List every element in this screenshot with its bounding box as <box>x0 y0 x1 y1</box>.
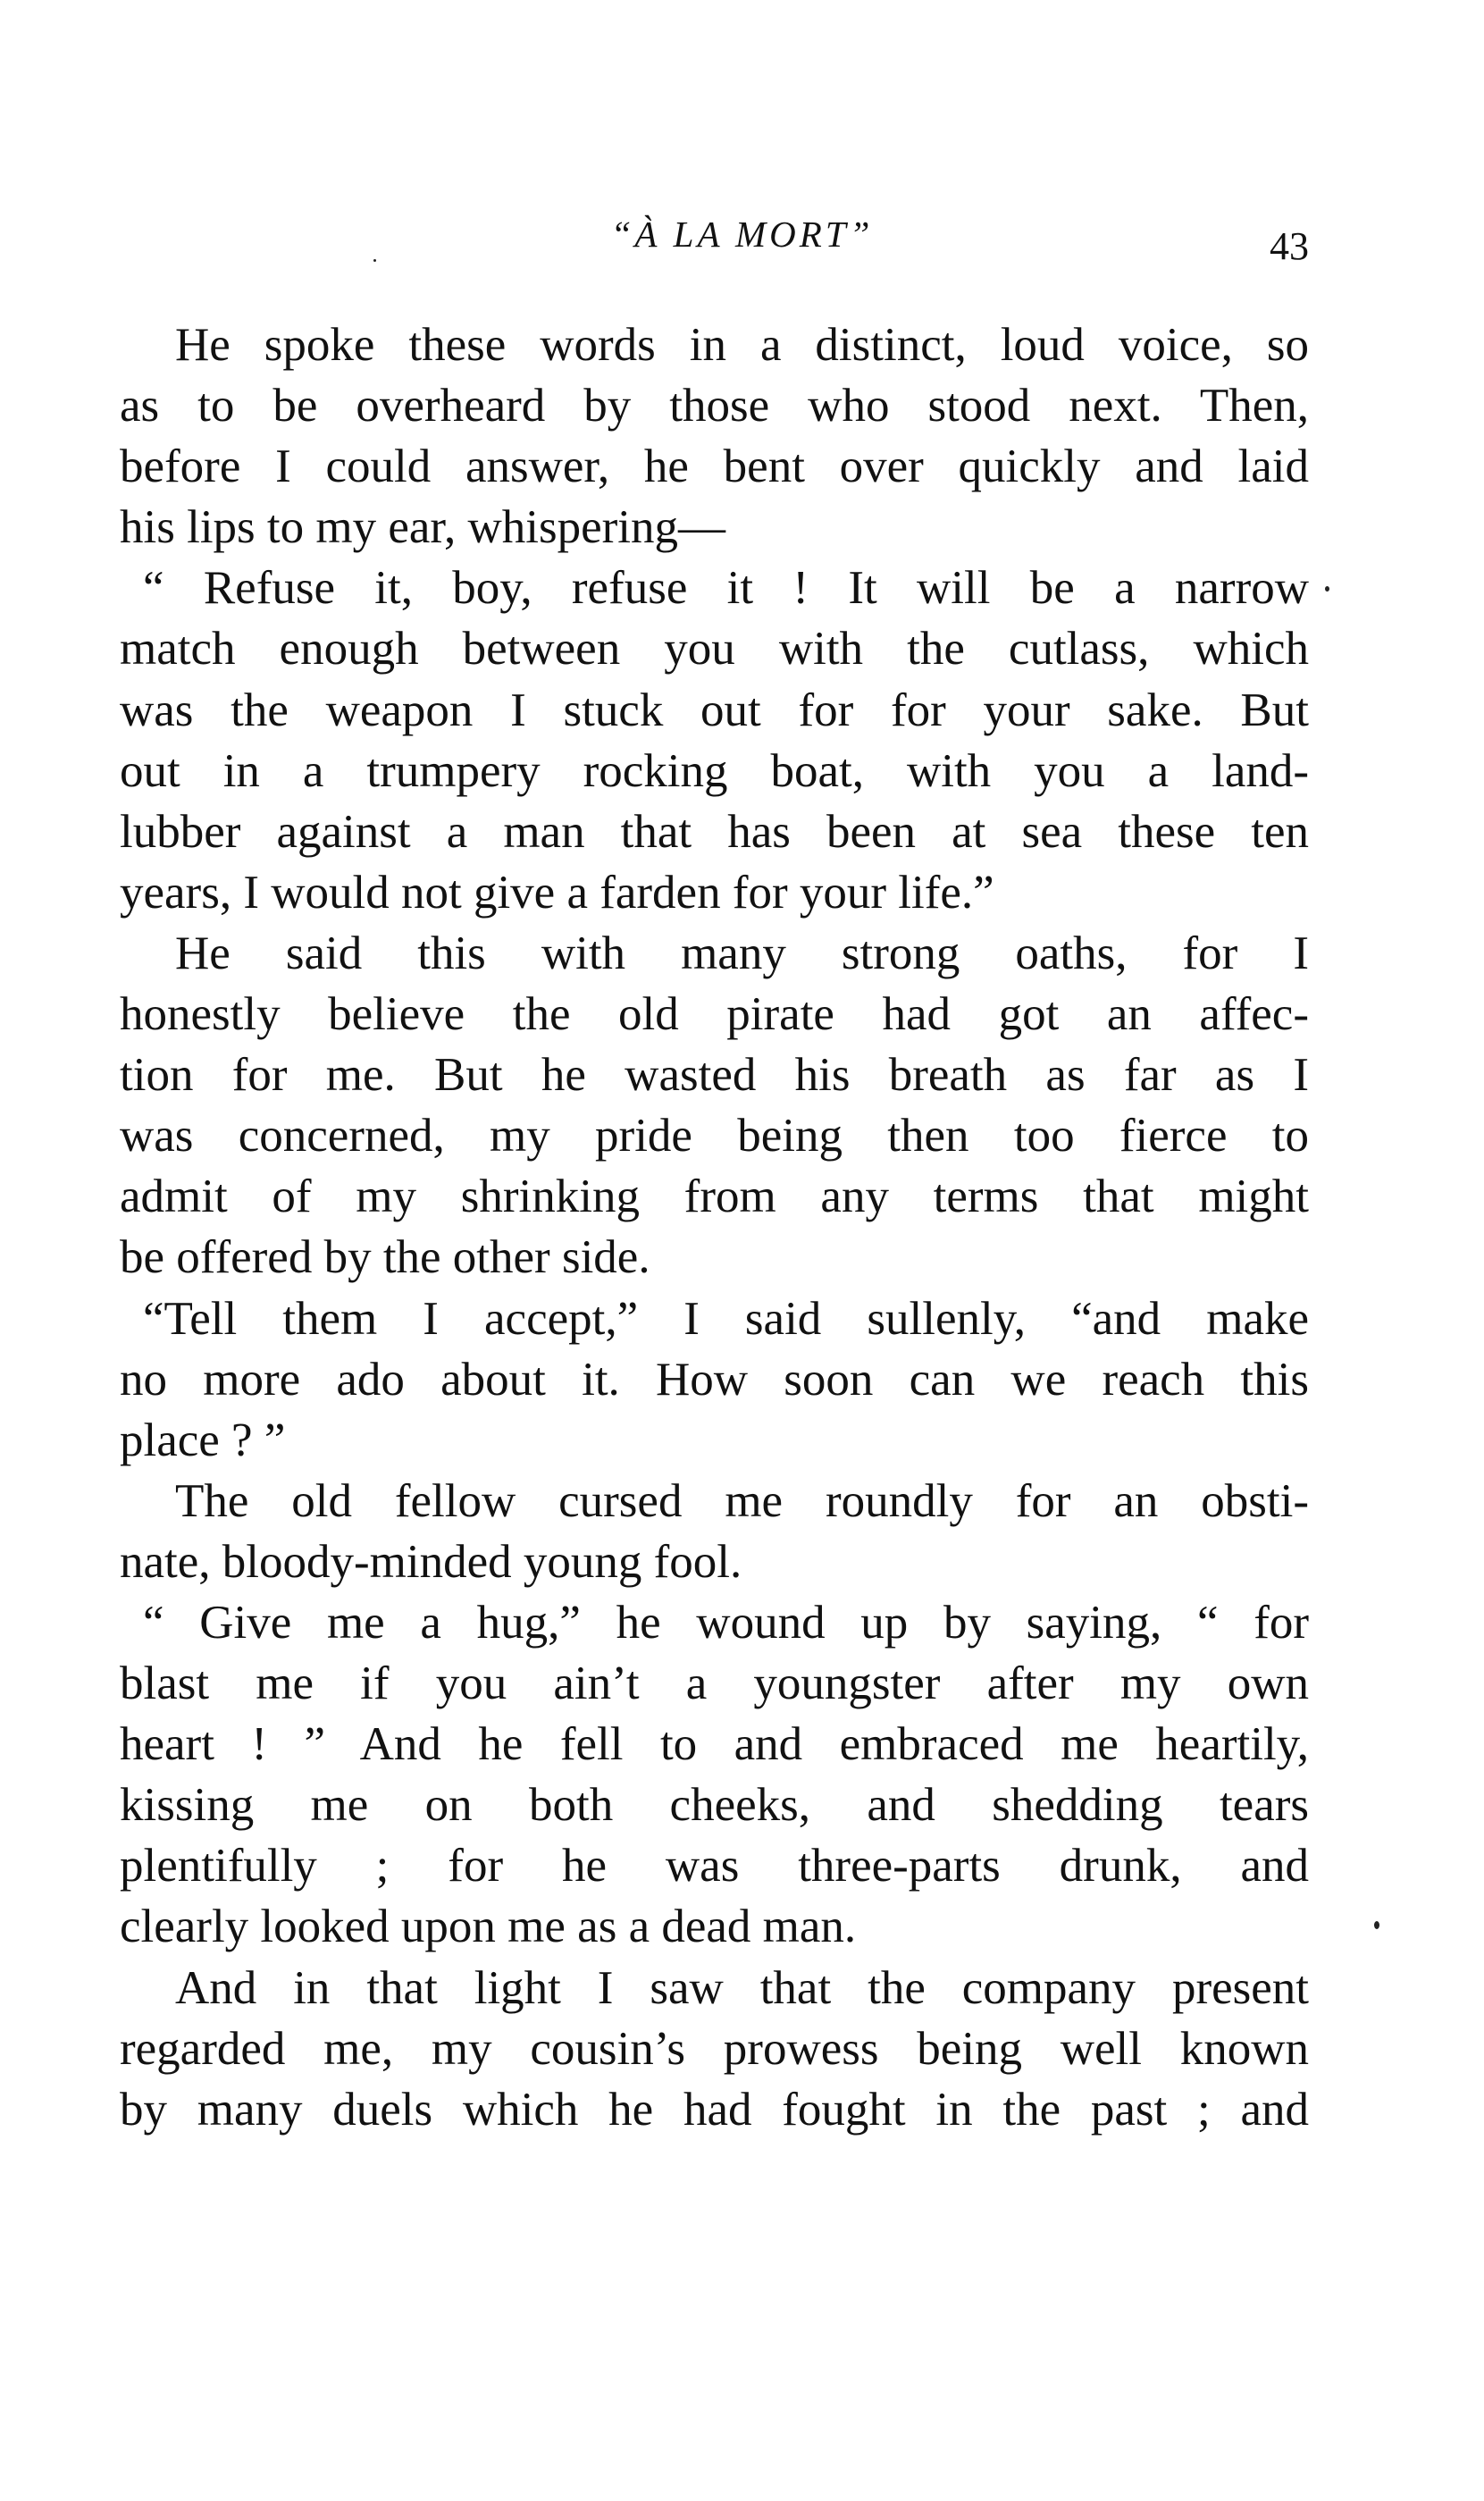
text-line: years, I would not give a farden for your life.” <box>120 866 994 919</box>
text-line: “ Give me a hug,” he wound up by saying, “ for <box>143 1596 1309 1649</box>
text-line: heart ! ” And he fell to and embraced me heartily, <box>120 1718 1309 1771</box>
text-line: regarded me, my cousin’s prowess being well known <box>120 2022 1309 2075</box>
text-line: He said this with many strong oaths, for I <box>175 927 1309 979</box>
body-text <box>120 315 1309 2140</box>
text-line: clearly looked upon me as a dead man. <box>120 1901 857 1953</box>
page-number: 43 <box>1270 224 1309 268</box>
text-line: “Tell them I accept,” I said sullenly, “and make <box>143 1292 1309 1345</box>
text-line: was concerned, my pride being then too fierce to <box>120 1110 1309 1162</box>
text-line: place ? ” <box>120 1414 286 1466</box>
text-line: The old fellow cursed me roundly for an obsti- <box>175 1474 1309 1527</box>
text-line: kissing me on both cheeks, and shedding tears <box>120 1779 1309 1832</box>
text-line: He spoke these words in a distinct, loud voice, so <box>175 319 1309 371</box>
text-line: plentifully ; for he was three-parts drunk, and <box>120 1840 1309 1893</box>
running-head <box>0 207 1484 268</box>
text-line: match enough between you with the cutlass, which <box>120 623 1309 676</box>
text-line: before I could answer, he bent over quickly and laid <box>120 441 1309 493</box>
text-line: “ Refuse it, boy, refuse it ! It will be a narrow <box>143 562 1309 615</box>
ink-speck <box>373 259 376 262</box>
text-line: blast me if you ain’t a youngster after my own <box>120 1658 1309 1710</box>
ink-speck <box>1325 586 1329 592</box>
text-line: out in a trumpery rocking boat, with you a land- <box>120 744 1309 797</box>
running-title: “À LA MORT” <box>610 214 874 255</box>
text-line: no more ado about it. How soon can we reach this <box>120 1353 1309 1406</box>
text-line: his lips to my ear, whispering— <box>120 501 725 554</box>
text-line: And in that light I saw that the company present <box>175 1961 1309 2014</box>
text-line: be offered by the other side. <box>120 1231 650 1284</box>
text-line: honestly believe the old pirate had got an affec- <box>120 988 1309 1041</box>
ink-speck <box>1374 1921 1379 1929</box>
text-line: was the weapon I stuck out for for your sake. But <box>120 684 1309 736</box>
text-line: as to be overheard by those who stood next. Then, <box>120 380 1309 432</box>
text-line: nate, bloody-minded young fool. <box>120 1535 742 1588</box>
text-line: tion for me. But he wasted his breath as far as I <box>120 1049 1309 1102</box>
text-line: by many duels which he had fought in the past ; and <box>120 2083 1309 2136</box>
text-line: lubber against a man that has been at sea these ten <box>120 805 1309 858</box>
text-line: admit of my shrinking from any terms that might <box>120 1171 1309 1223</box>
